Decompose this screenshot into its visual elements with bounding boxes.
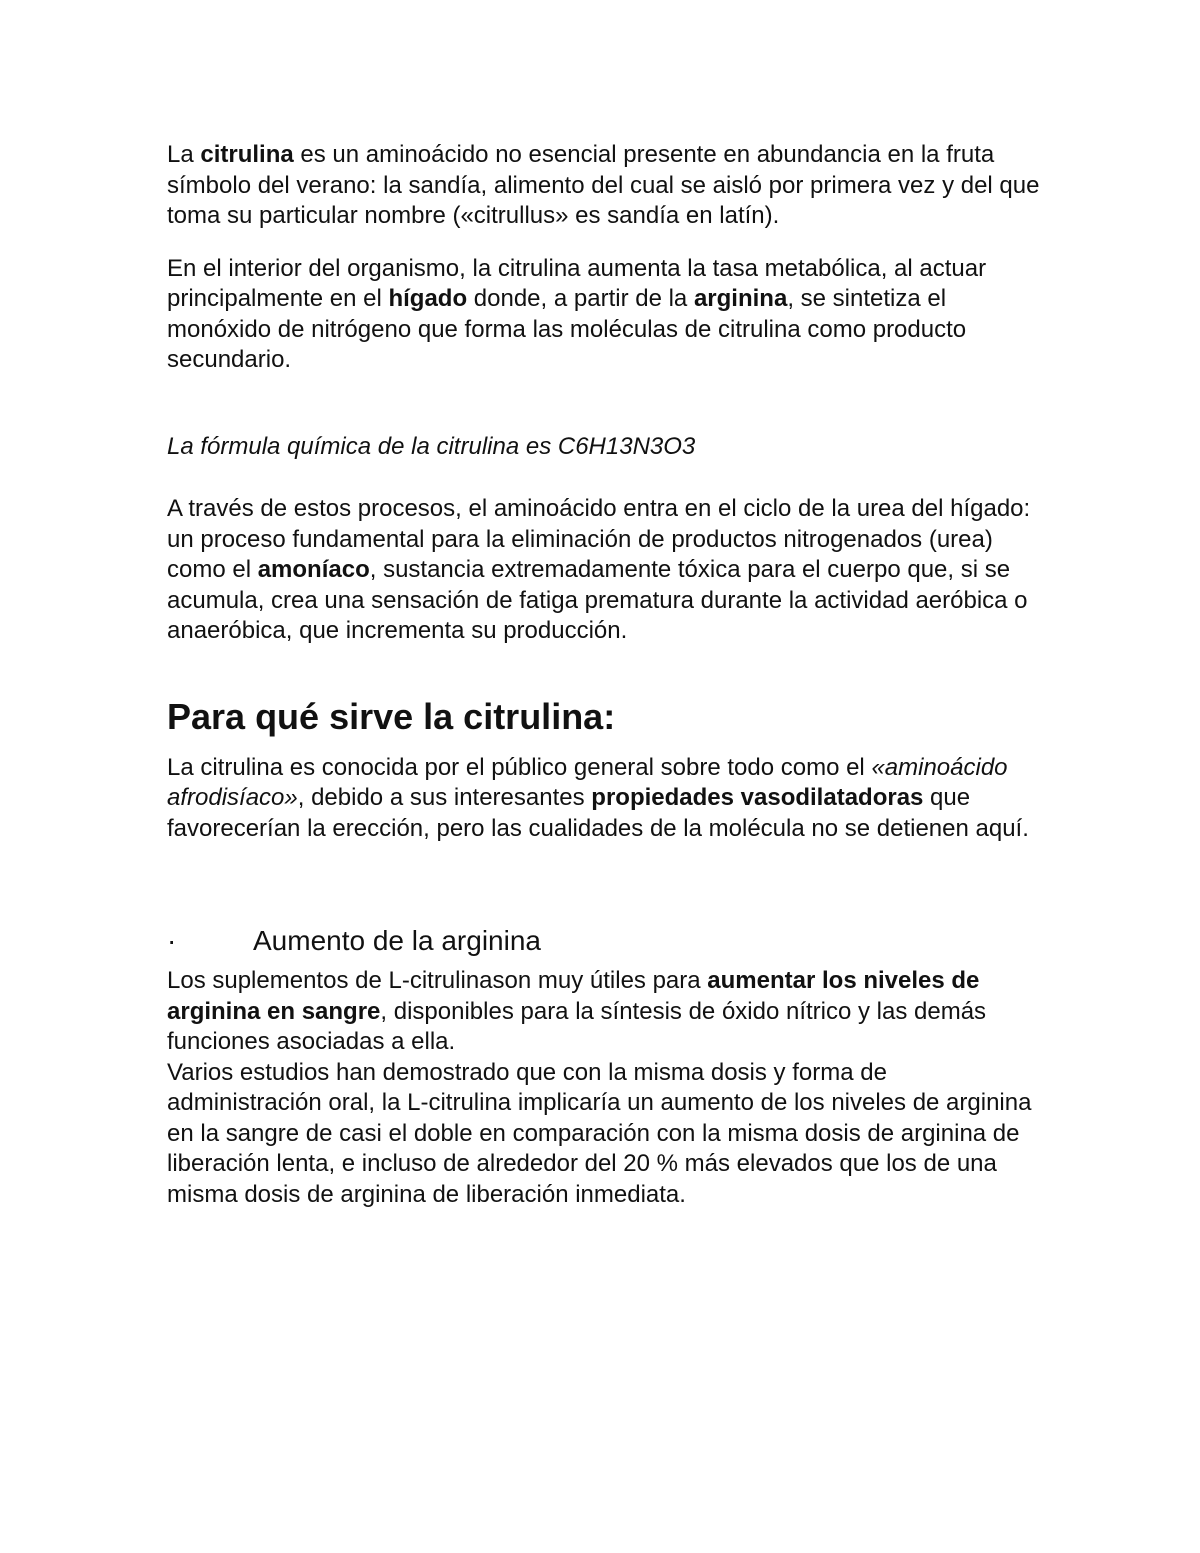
term-afrodisiaco: «aminoácido afrodisíaco» [167, 753, 1008, 811]
paragraph-studies: Varios estudios han demostrado que con la misma dosis y forma de administración oral, la L-citrulina implicaría un aumento de los niveles de arginina en la sangre de casi el doble en comparación con la misma dosis de arginina de liberación lenta, e incluso de alrededor del 20 % más elevados que los de una misma dosis de arginina de liberación inmediata. [167, 1058, 1032, 1208]
term-arginina: arginina [693, 285, 788, 312]
paragraph-uses: La citrulina es conocida por el público general sobre todo como el «aminoácido afrodisíaco», debido a sus interesantes propiedades vasodilatadoras que favorecerían la erección, pero las cualidades de la molécula no se detienen aquí. [167, 753, 1029, 842]
paragraph-formula: La fórmula química de la citrulina es C6H13N3O3 [167, 432, 696, 460]
bullet-icon: · [167, 925, 177, 956]
term-citrulina: citrulina [200, 141, 294, 168]
term-vasodilatadoras: propiedades vasodilatadoras [591, 784, 924, 811]
subheading-text: Aumento de la arginina [253, 925, 541, 956]
subheading-aumento-arginina [167, 924, 1047, 958]
paragraph-supplements: Los suplementos de L-citrulinason muy útiles para aumentar los niveles de arginina en sangre, disponibles para la síntesis de óxido nítrico y las demás funciones asociadas a ella. [167, 967, 987, 1055]
document-page [167, 140, 1047, 1210]
paragraph-intro: La citrulina es un aminoácido no esencial presente en abundancia en la fruta símbolo del verano: la sandía, alimento del cual se aisló por primera vez y del que toma su particular nombre («citrullus» es sandía en latín). [167, 141, 1040, 229]
paragraph-organism: En el interior del organismo, la citrulina aumenta la tasa metabólica, al actuar principalmente en el hígado donde, a partir de la arginina, se sintetiza el monóxido de nitrógeno que forma las moléculas de citrulina como producto secundario. [167, 254, 987, 373]
term-amoniaco: amoníaco [257, 556, 370, 583]
term-aumentar-niveles: aumentar los niveles de arginina en sangre [167, 967, 980, 1025]
paragraph-urea-cycle: A través de estos procesos, el aminoácido entra en el ciclo de la urea del hígado: un proceso fundamental para la eliminación de productos nitrogenados (urea) como el amoníaco, sustancia extremadamente tóxica para el cuerpo que, si se acumula, crea una sensación de fatiga prematura durante la actividad aeróbica o anaeróbica, que incrementa su producción. [167, 495, 1031, 644]
section-heading: Para qué sirve la citrulina: [167, 695, 616, 737]
term-higado: hígado [388, 285, 468, 312]
